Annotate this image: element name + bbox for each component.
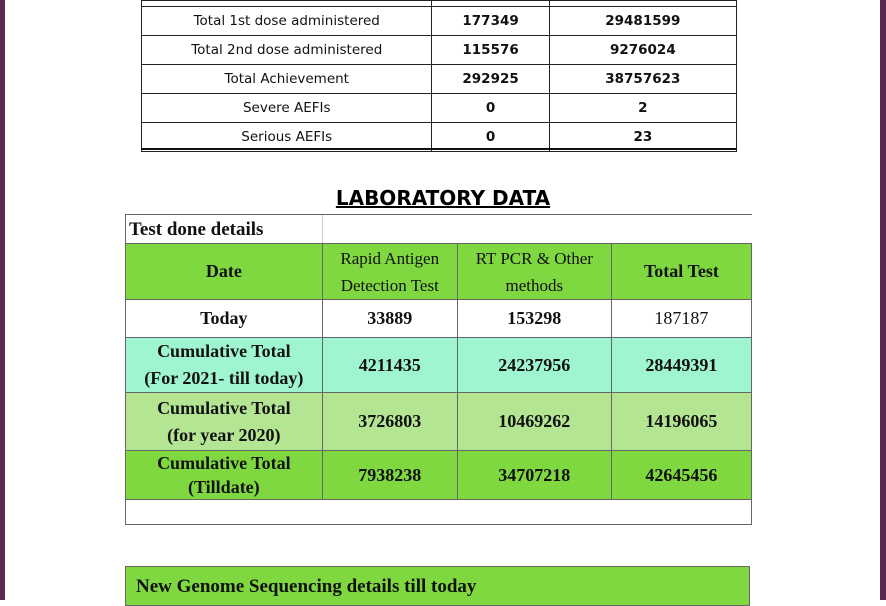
row-label: Total Achievement xyxy=(142,65,432,94)
vaccination-table xyxy=(141,0,737,152)
total-value: 14196065 xyxy=(611,393,751,451)
total-value: 187187 xyxy=(611,300,751,338)
row-label: Cumulative Total (for year 2020) xyxy=(126,393,323,451)
row-label: Cumulative Total (Tilldate) xyxy=(126,451,323,500)
table-row xyxy=(126,393,752,451)
page-border-left xyxy=(0,0,5,600)
rat-value: 3726803 xyxy=(322,393,457,451)
row-label: Severe AEFIs xyxy=(142,94,432,123)
rtpcr-value: 10469262 xyxy=(457,393,611,451)
table-row xyxy=(142,36,737,65)
table-row xyxy=(142,7,737,36)
rtpcr-value: 153298 xyxy=(457,300,611,338)
table-row xyxy=(142,65,737,94)
total-value: 42645456 xyxy=(611,451,751,500)
today-value: 0 xyxy=(432,123,549,152)
table-row xyxy=(126,451,752,500)
header-rapid-antigen: Rapid Antigen Detection Test xyxy=(322,244,457,300)
rtpcr-value: 34707218 xyxy=(457,451,611,500)
row-label: Today xyxy=(126,300,323,338)
header-total-test: Total Test xyxy=(611,244,751,300)
table-row xyxy=(142,94,737,123)
cumulative-value: 29481599 xyxy=(549,7,736,36)
header-date: Date xyxy=(126,244,323,300)
table-row xyxy=(126,300,752,338)
today-value: 115576 xyxy=(432,36,549,65)
row-label: Serious AEFIs xyxy=(142,123,432,152)
row-label: Cumulative Total (For 2021- till today) xyxy=(126,338,323,393)
cumulative-value: 2 xyxy=(549,94,736,123)
today-value: 0 xyxy=(432,94,549,123)
rat-value: 7938238 xyxy=(322,451,457,500)
table-bottom-rule xyxy=(141,148,737,150)
table-subtitle-row xyxy=(126,215,752,244)
rtpcr-value: 24237956 xyxy=(457,338,611,393)
row-label: Total 1st dose administered xyxy=(142,7,432,36)
cumulative-value: 38757623 xyxy=(549,65,736,94)
row-label: Total 2nd dose administered xyxy=(142,36,432,65)
total-value: 28449391 xyxy=(611,338,751,393)
today-value: 177349 xyxy=(432,7,549,36)
lab-table xyxy=(125,214,752,525)
lab-section-title: LABORATORY DATA xyxy=(335,186,551,210)
lab-subtitle: Test done details xyxy=(126,215,323,244)
cumulative-value: 9276024 xyxy=(549,36,736,65)
genome-sequencing-header: New Genome Sequencing details till today xyxy=(125,566,750,606)
table-row xyxy=(126,338,752,393)
cumulative-value: 23 xyxy=(549,123,736,152)
header-rtpcr: RT PCR & Other methods xyxy=(457,244,611,300)
rat-value: 4211435 xyxy=(322,338,457,393)
table-empty-row xyxy=(126,500,752,525)
page-border-right xyxy=(880,0,886,600)
today-value: 292925 xyxy=(432,65,549,94)
table-header-row xyxy=(126,244,752,300)
rat-value: 33889 xyxy=(322,300,457,338)
